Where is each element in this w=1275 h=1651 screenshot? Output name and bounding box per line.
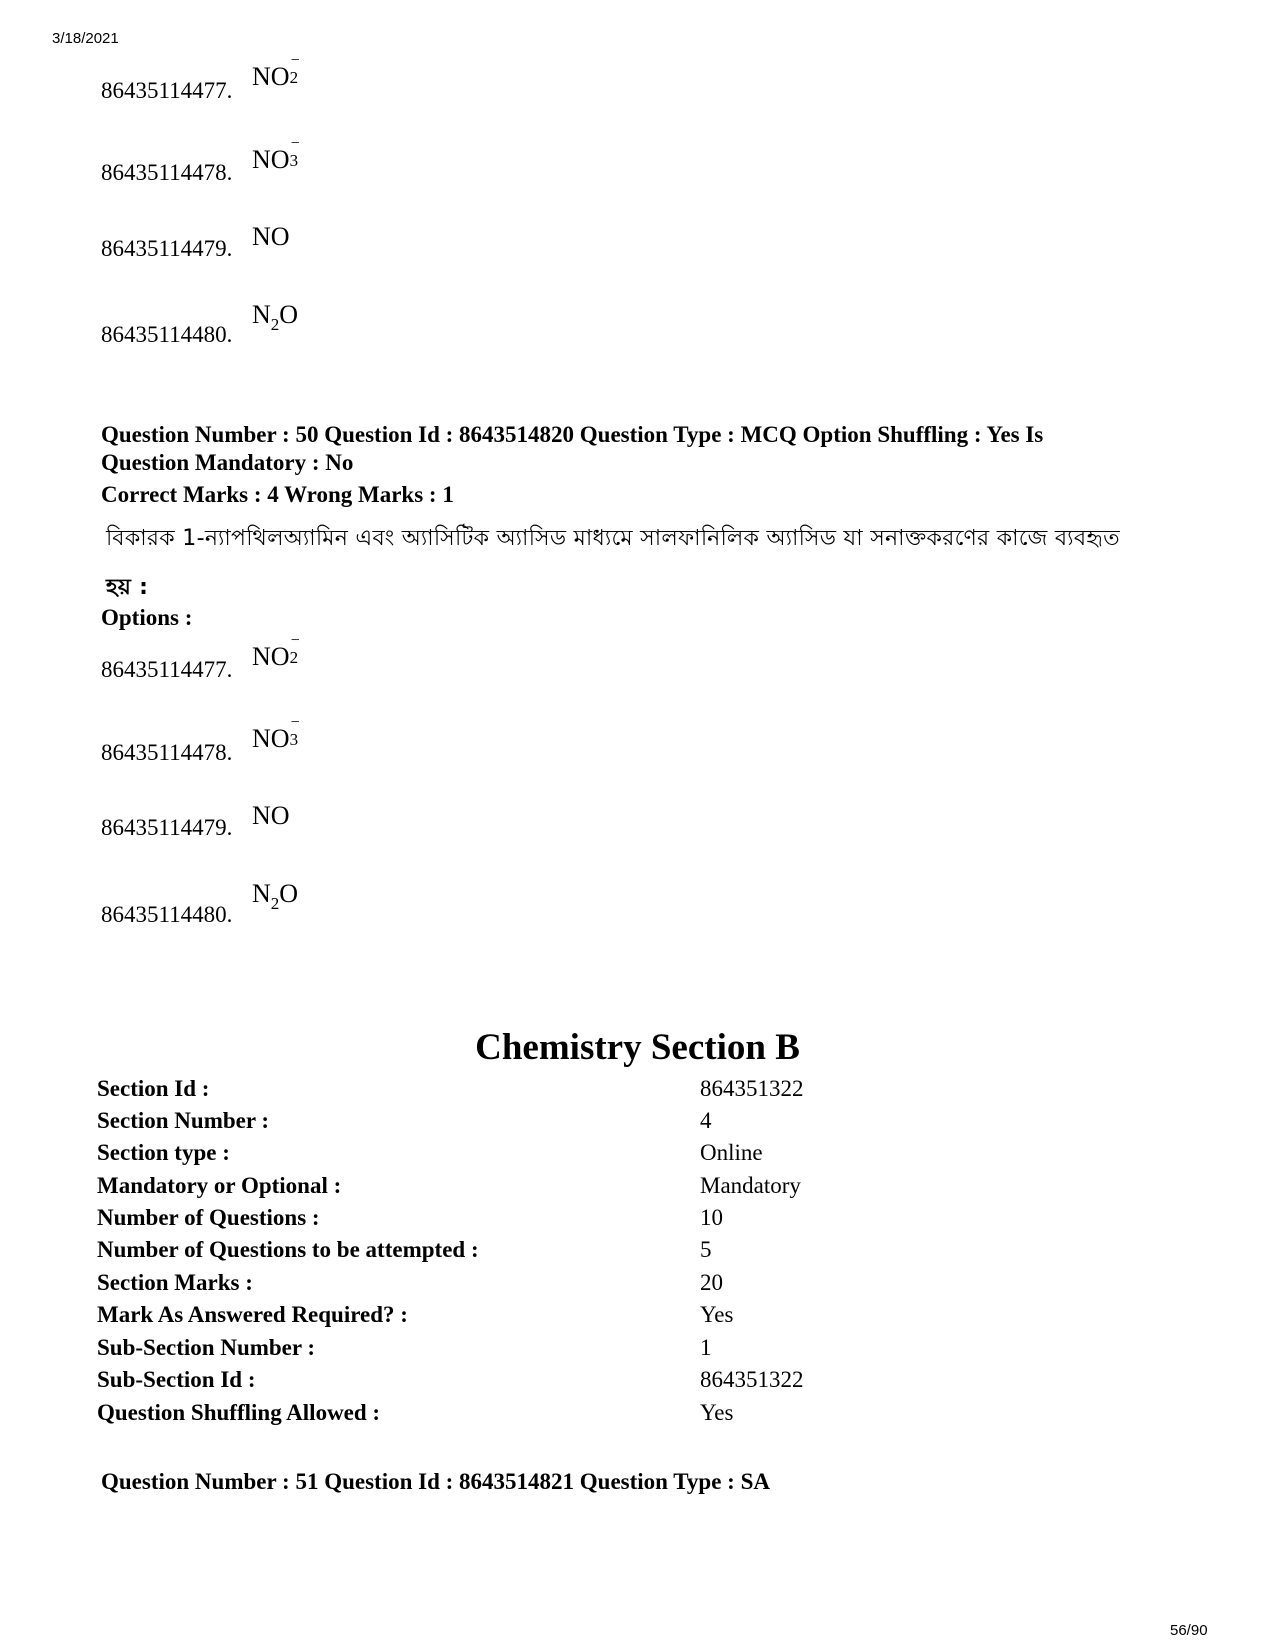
formula-tail: O	[279, 300, 299, 329]
section-row-value: 864351322	[700, 1367, 804, 1392]
section-row-label: Number of Questions to be attempted :	[97, 1237, 479, 1262]
option-id: 86435114478.	[101, 740, 233, 765]
section-row-label: Section Number :	[97, 1108, 270, 1133]
section-row-label: Section type :	[97, 1140, 230, 1165]
formula-sub: 2	[289, 68, 299, 87]
question-text: হয় :	[106, 575, 149, 600]
option-formula	[252, 52, 304, 92]
formula-supsub	[289, 135, 304, 171]
question-50-marks: Correct Marks : 4 Wrong Marks : 1	[101, 482, 454, 507]
option-formula	[252, 714, 304, 754]
options-label: Options :	[101, 605, 193, 630]
formula-supsub	[289, 632, 304, 668]
section-row-label: Mark As Answered Required? :	[97, 1302, 408, 1327]
section-row-value: 864351322	[700, 1076, 804, 1101]
section-row-value: 5	[700, 1237, 712, 1262]
formula-sup: −	[290, 135, 300, 152]
formula-sub: 3	[289, 151, 299, 170]
option-formula	[252, 632, 304, 672]
section-row-value: Yes	[700, 1400, 734, 1425]
section-row-label: Sub-Section Id :	[97, 1367, 256, 1392]
formula-sub: 2	[289, 648, 299, 667]
question-text: বিকারক 1-ন্যাপথিলঅ্যামিন এবং অ্যাসিটিক অ্যাসিড মাধ্যমে সালফানিলিক অ্যাসিড যা সনাক্তকরণের কাজে ব্যবহৃত	[106, 526, 1120, 551]
formula-sub: 3	[289, 730, 299, 749]
page-number: 56/90	[1170, 1622, 1208, 1639]
option-id: 86435114479.	[101, 236, 233, 261]
section-row-value: Yes	[700, 1302, 734, 1327]
formula-sub: 2	[270, 894, 280, 913]
option-formula	[252, 135, 304, 175]
section-row-label: Sub-Section Number :	[97, 1335, 316, 1360]
formula-base: NO	[252, 724, 290, 753]
formula-supsub	[289, 52, 304, 88]
option-id: 86435114478.	[101, 160, 233, 185]
section-row-value: 4	[700, 1108, 712, 1133]
formula-base: N	[252, 300, 271, 329]
section-row-value: Online	[700, 1140, 763, 1165]
section-row-label: Section Id :	[97, 1076, 210, 1101]
formula-base: N	[252, 879, 271, 908]
section-title: Chemistry Section B	[475, 1027, 800, 1068]
option-id: 86435114477.	[101, 78, 233, 103]
option-id: 86435114480.	[101, 322, 233, 347]
question-header-line: Question Number : 50 Question Id : 8643514820 Question Type : MCQ Option Shuffling : Yes Is	[101, 422, 1044, 447]
section-row-value: 10	[700, 1205, 723, 1230]
section-row-value: 1	[700, 1335, 712, 1360]
option-formula	[252, 300, 299, 334]
section-row-label: Mandatory or Optional :	[97, 1173, 342, 1198]
formula-base: NO	[252, 62, 290, 91]
print-date: 3/18/2021	[52, 30, 119, 47]
formula-base: NO	[252, 145, 290, 174]
formula-sup: −	[290, 714, 300, 731]
section-row-label: Question Shuffling Allowed :	[97, 1400, 381, 1425]
formula-sub: 2	[270, 315, 280, 334]
question-50-header	[101, 421, 1043, 477]
section-row-label: Number of Questions :	[97, 1205, 320, 1230]
option-formula	[252, 222, 290, 252]
formula-sup: −	[290, 52, 300, 69]
option-id: 86435114479.	[101, 815, 233, 840]
section-row-label: Section Marks :	[97, 1270, 253, 1295]
formula-tail: O	[279, 879, 299, 908]
option-id: 86435114477.	[101, 657, 233, 682]
section-row-value: Mandatory	[700, 1173, 801, 1198]
question-header-line: Question Mandatory : No	[101, 450, 354, 475]
option-formula	[252, 879, 299, 913]
formula-base: NO	[252, 222, 290, 251]
option-formula	[252, 801, 290, 831]
formula-base: NO	[252, 801, 290, 830]
formula-sup: −	[290, 632, 300, 649]
section-row-value: 20	[700, 1270, 723, 1295]
question-51-header: Question Number : 51 Question Id : 8643514821 Question Type : SA	[101, 1469, 770, 1494]
formula-supsub	[289, 714, 304, 750]
option-id: 86435114480.	[101, 902, 233, 927]
formula-base: NO	[252, 642, 290, 671]
